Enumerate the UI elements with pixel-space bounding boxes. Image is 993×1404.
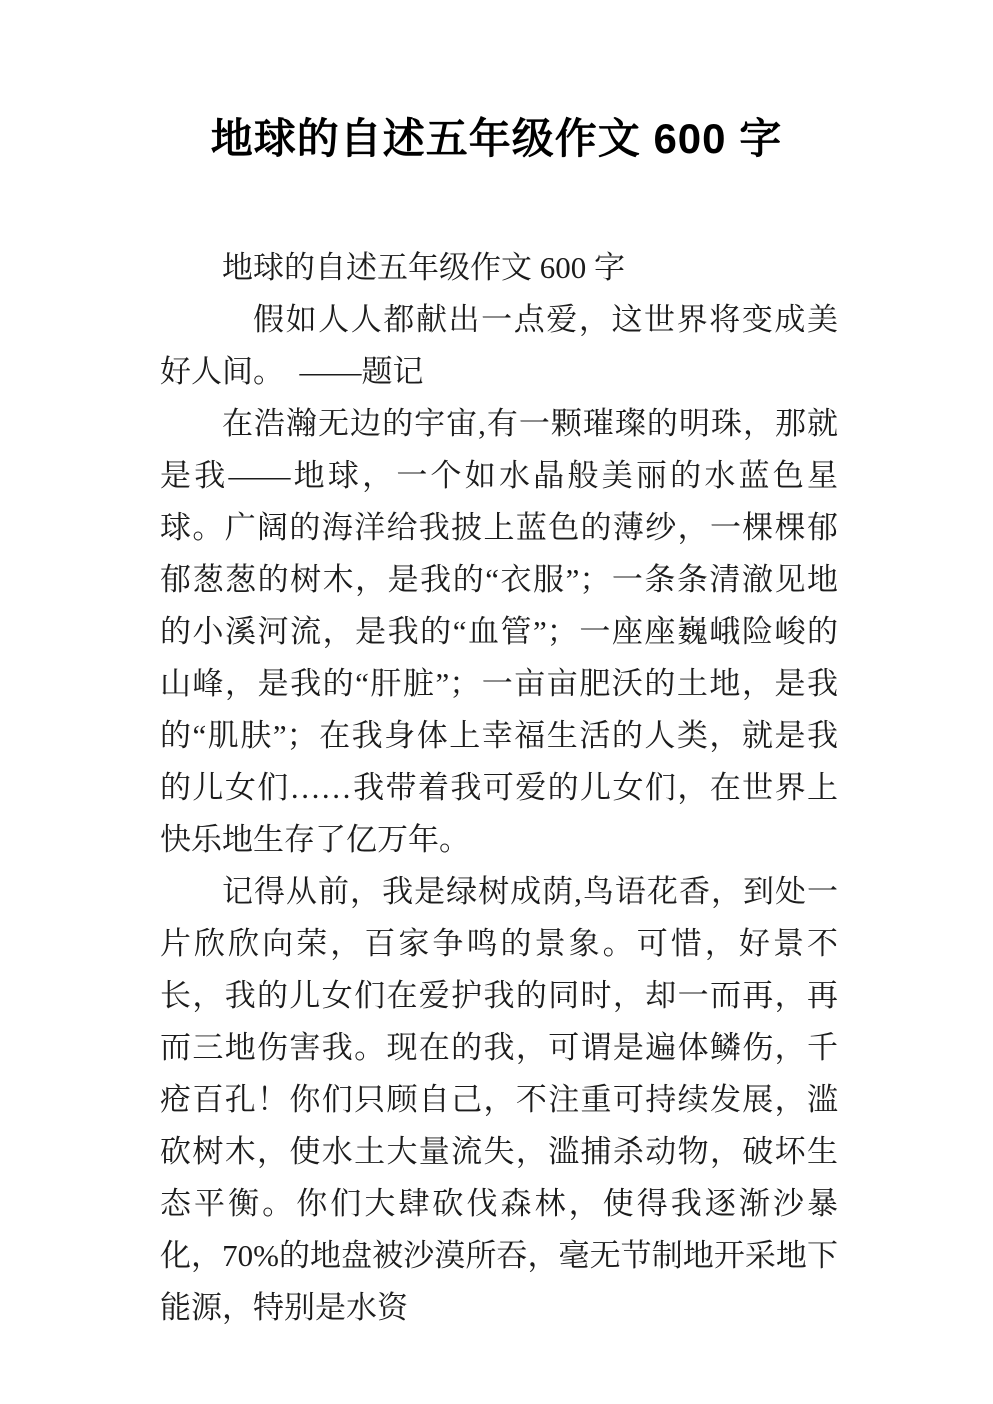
paragraph-subtitle: 地球的自述五年级作文 600 字 (222, 250, 625, 285)
document-title: 地球的自述五年级作文 600 字 (210, 115, 783, 162)
paragraph-epigraph: 假如人人都献出一点爱，这世界将变成美好人间。 ——题记 (160, 302, 838, 389)
document-body (160, 242, 838, 1334)
paragraph-body-2: 记得从前，我是绿树成荫,鸟语花香，到处一片欣欣向荣，百家争鸣的景象。可惜，好景不长，我的儿女们在爱护我的同时，却一而再，再而三地伤害我。现在的我，可谓是遍体鳞伤，千疮百孔！你们只顾自己，不注重可持续发展，滥砍树木，使水土大量流失，滥捕杀动物，破坏生态平衡。你们大肆砍伐森林，使得我逐渐沙暴化，70%的地盘被沙漠所吞，毫无节制地开采地下能源，特别是水资 (160, 874, 838, 1325)
paragraph-body-1: 在浩瀚无边的宇宙,有一颗璀璨的明珠，那就是我——地球，一个如水晶般美丽的水蓝色星球。广阔的海洋给我披上蓝色的薄纱，一棵棵郁郁葱葱的树木，是我的“衣服”；一条条清澈见地的小溪河流，是我的“血管”；一座座巍峨险峻的山峰，是我的“肝脏”；一亩亩肥沃的土地，是我的“肌肤”；在我身体上幸福生活的人类，就是我的儿女们……我带着我可爱的儿女们，在世界上快乐地生存了亿万年。 (160, 406, 838, 857)
